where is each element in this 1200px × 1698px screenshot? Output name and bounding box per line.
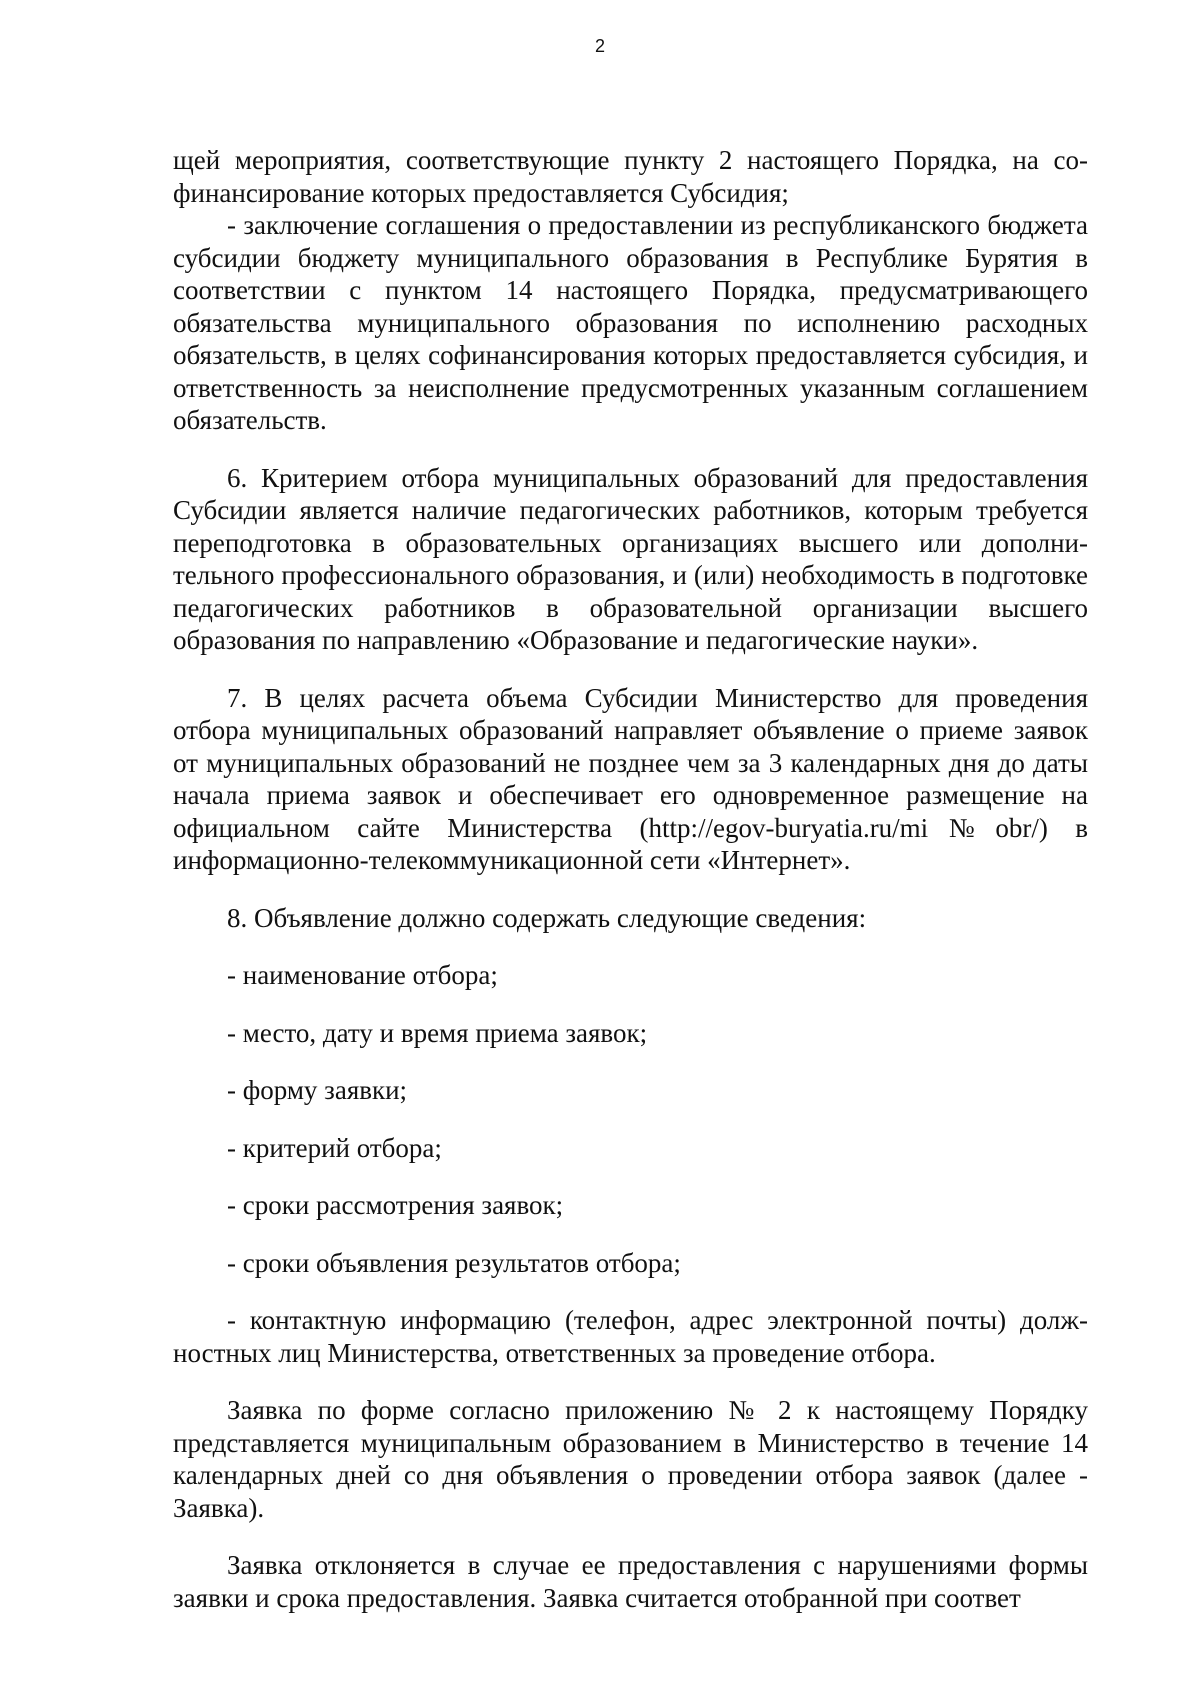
paragraph-rejection: Заявка отклоняется в случае ее предоставления с нарушениями формы заявки и срока предоставления. Заявка считается отобранной при соответ [173,1550,1088,1613]
paragraph-item-6: 6. Критерием отбора муниципальных образований для предоставления Субсидии является наличие педагогических работников, которым требуется переподготовка в образовательных организациях высшего или дополнительного профессионального образования, и (или) необходимость в подготовке педагогических работников в образовательной организации высшего образования по направлению «Образование и педагогические науки». [173,462,1088,655]
list-item-results-terms: - сроки объявления результатов отбора; [227,1247,681,1278]
list-item-application-form: - форму заявки; [227,1075,408,1105]
paragraph-agreement: - заключение соглашения о предоставлении из республиканского бюджета субсидии бюджету муниципального образования в Республике Бурятия в соответствии с пунктом 14 настоящего Порядка, предусматривающего обязательства муниципального образования по исполнению расходных обязательств, в целях софинансирования которых предоставляется субсидия, и ответственность за неисполнение предусмотренных указанным соглашением обязательств. [173,210,1088,435]
list-item-contact-info: - контактную информацию (телефон, адрес электронной почты) должностных лиц Министерства, ответственных за проведение отбора. [173,1305,1088,1368]
page-number: 2 [594,36,605,56]
paragraph-item-7: 7. В целях расчета объема Субсидии Министерство для проведения отбора муниципальных образований направляет объявление о приеме заявок от муниципальных образований не позднее чем за 3 календарных дня до даты начала приема заявок и обеспечивает его одновременное размещение на официальном сайте Министерства (http://egov-buryatia.ru/mi№obr/) в информационно-телекоммуникационной сети «Интернет». [173,682,1088,875]
document-body [173,144,1088,1614]
paragraph-item-8: 8. Объявление должно содержать следующие сведения: [227,902,867,933]
paragraph-application: Заявка по форме согласно приложению № 2 к настоящему Порядку представляется муниципальным образованием в Министерство в течение 14 календарных дней со дня объявления о проведении отбора заявок (далее - Заявка). [173,1395,1088,1523]
list-item-selection-criterion: - критерий отбора; [227,1132,442,1163]
list-item-review-terms: - сроки рассмотрения заявок; [227,1190,564,1220]
list-item-place-date-time: - место, дату и время приема заявок; [227,1017,648,1048]
paragraph-continuation: щей мероприятия, соответствующие пункту 2 настоящего Порядка, на софинансирование которых предоставляется Субсидия; [173,145,1088,208]
list-item-selection-name: - наименование отбора; [227,960,498,990]
